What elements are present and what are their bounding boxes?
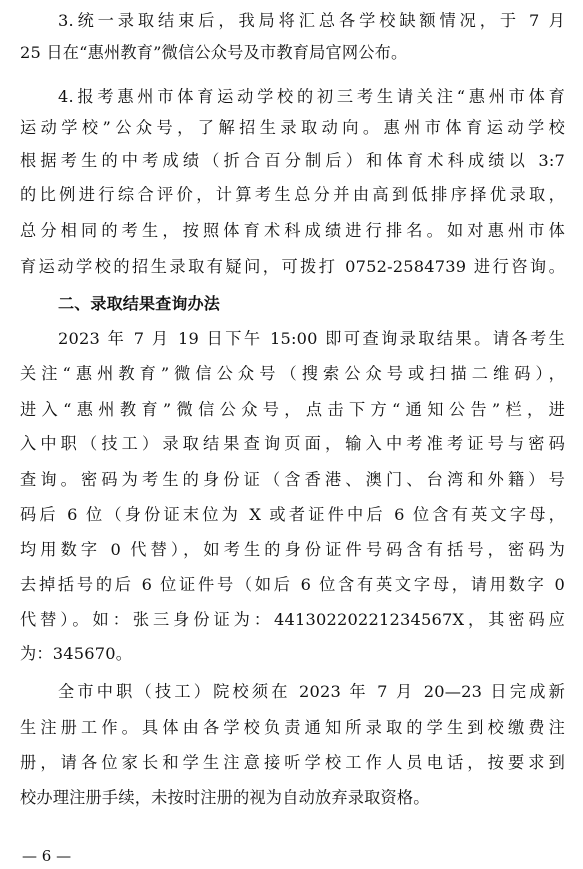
- query-paragraph-line-2: 关注“惠州教育”微信公众号（搜索公众号或扫描二维码），: [20, 364, 565, 383]
- registration-paragraph-line-2: 生注册工作。具体由各学校负责通知所录取的学生到校缴费注: [20, 718, 565, 737]
- paragraph-3-line-1: 3.统一录取结束后，我局将汇总各学校缺额情况，于 7 月: [58, 11, 565, 30]
- query-paragraph-line-8: 去掉括号的后 6 位证件号（如后 6 位含有英文字母，请用数字 0: [20, 575, 565, 594]
- query-paragraph-line-5: 查询。密码为考生的身份证（含香港、澳门、台湾和外籍）号: [20, 470, 565, 489]
- paragraph-4-line-6: 育运动学校的招生录取有疑问，可拨打 0752-2584739 进行咨询。: [20, 257, 565, 276]
- paragraph-4-line-3: 根据考生的中考成绩（折合百分制后）和体育术科成绩以 3:7: [20, 151, 565, 170]
- paragraph-4-line-1: 4.报考惠州市体育运动学校的初三考生请关注“惠州市体育: [58, 87, 565, 106]
- query-paragraph-line-4: 入中职（技工）录取结果查询页面，输入中考准考证号与密码: [20, 434, 565, 453]
- query-paragraph-line-7: 均用数字 0 代替），如考生的身份证件号码含有括号，密码为: [20, 540, 565, 559]
- query-paragraph-line-3: 进入“惠州教育”微信公众号，点击下方“通知公告”栏，进: [20, 400, 565, 419]
- registration-paragraph-line-1: 全市中职（技工）院校须在 2023 年 7 月 20—23 日完成新: [58, 682, 565, 701]
- query-paragraph-line-10: 为：345670。: [20, 644, 133, 663]
- registration-paragraph-line-3: 册，请各位家长和学生注意接听学校工作人员电话，按要求到: [20, 753, 565, 772]
- query-paragraph-line-1: 2023 年 7 月 19 日下午 15:00 即可查询录取结果。请各考生: [58, 329, 565, 348]
- section-heading: 二、录取结果查询办法: [58, 294, 221, 313]
- paragraph-4-line-2: 运动学校”公众号，了解招生录取动向。惠州市体育运动学校: [20, 118, 565, 137]
- paragraph-4-line-5: 总分相同的考生，按照体育术科成绩进行排名。如对惠州市体: [20, 221, 565, 240]
- query-paragraph-line-9: 代替）。如：张三身份证为：44130220221234567X，其密码应: [20, 610, 565, 629]
- query-paragraph-line-6: 码后 6 位（身份证末位为 X 或者证件中后 6 位含有英文字母，: [20, 505, 565, 524]
- paragraph-4-line-4: 的比例进行综合评价，计算考生总分并由高到低排序择优录取，: [20, 185, 565, 204]
- page-number: — 6 —: [22, 847, 72, 865]
- registration-paragraph-line-4: 校办理注册手续，未按时注册的视为自动放弃录取资格。: [20, 788, 430, 807]
- paragraph-3-line-2: 25 日在“惠州教育”微信公众号及市教育局官网公布。: [20, 43, 408, 62]
